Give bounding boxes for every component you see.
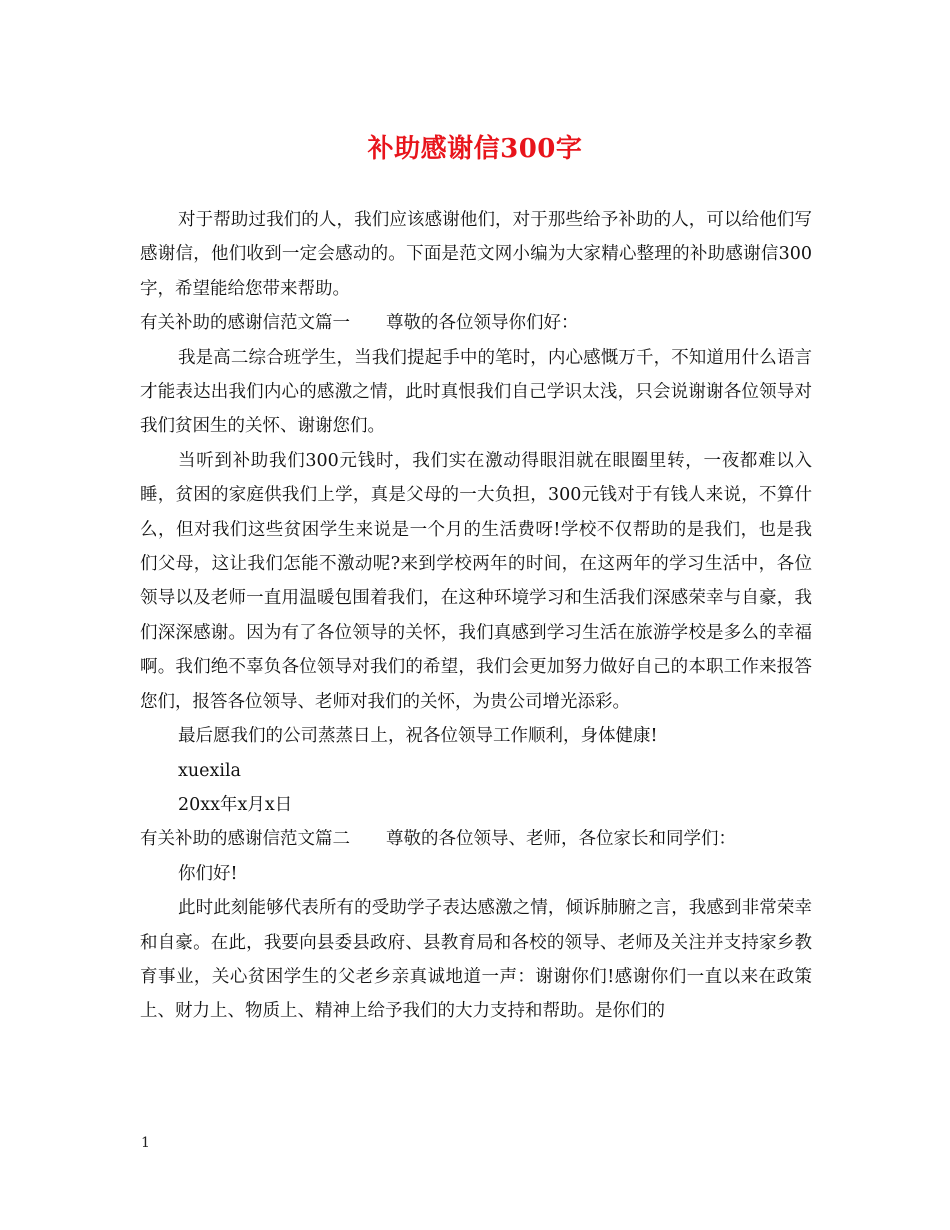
intro-paragraph: 对于帮助过我们的人，我们应该感谢他们，对于那些给予补助的人，可以给他们写感谢信，他们收到一定会感动的。下面是范文网小编为大家精心整理的补助感谢信300字，希望能给您带来帮助。	[140, 210, 812, 299]
section2-salutation: 你们好!	[178, 863, 238, 884]
section2-heading: 有关补助的感谢信范文篇二	[140, 829, 350, 850]
section2-paragraph: 此时此刻能够代表所有的受助学子表达感激之情，倾诉肺腑之言，我感到非常荣幸和自豪。在此，我要向县委县政府、县教育局和各校的领导、老师及关注并支持家乡教育事业，关心贫困学生的父老乡亲真诚地道一声：谢谢你们!感谢你们一直以来在政策上、财力上、物质上、精神上给予我们的大力支持和帮助。是你们的	[140, 898, 812, 1022]
section1-heading: 有关补助的感谢信范文篇一	[140, 313, 350, 334]
section1-heading-row	[140, 306, 812, 340]
section1-date: 20xx年x月x日	[178, 794, 293, 815]
document-title: 补助感谢信300字	[367, 134, 583, 164]
section1-greeting: 尊敬的各位领导你们好：	[386, 313, 579, 334]
section1-signature: xuexila	[178, 760, 241, 781]
document-body	[140, 203, 812, 1029]
section2-greeting: 尊敬的各位领导、老师，各位家长和同学们：	[386, 829, 736, 850]
page-number: 1	[141, 1135, 150, 1151]
section2-heading-row	[140, 822, 812, 856]
section1-paragraph-1: 我是高二综合班学生，当我们提起手中的笔时，内心感慨万千，不知道用什么语言才能表达出我们内心的感激之情，此时真恨我们自己学识太浅，只会说谢谢各位领导对我们贫困生的关怀、谢谢您们。	[140, 347, 812, 437]
section1-paragraph-3: 最后愿我们的公司蒸蒸日上，祝各位领导工作顺利，身体健康!	[178, 726, 658, 747]
section1-paragraph-2: 当听到补助我们300元钱时，我们实在激动得眼泪就在眼圈里转，一夜都难以入睡，贫困的家庭供我们上学，真是父母的一大负担，300元钱对于有钱人来说，不算什么，但对我们这些贫困学生来说是一个月的生活费呀!学校不仅帮助的是我们，也是我们父母，这让我们怎能不激动呢?来到学校两年的时间，在这两年的学习生活中，各位领导以及老师一直用温暖包围着我们，在这种环境学习和生活我们深感荣幸与自豪，我们深深感谢。因为有了各位领导的关怀，我们真感到学习生活在旅游学校是多么的幸福啊。我们绝不辜负各位领导对我们的希望，我们会更加努力做好自己的本职工作来报答您们，报答各位领导、老师对我们的关怀，为贵公司增光添彩。	[140, 450, 812, 712]
